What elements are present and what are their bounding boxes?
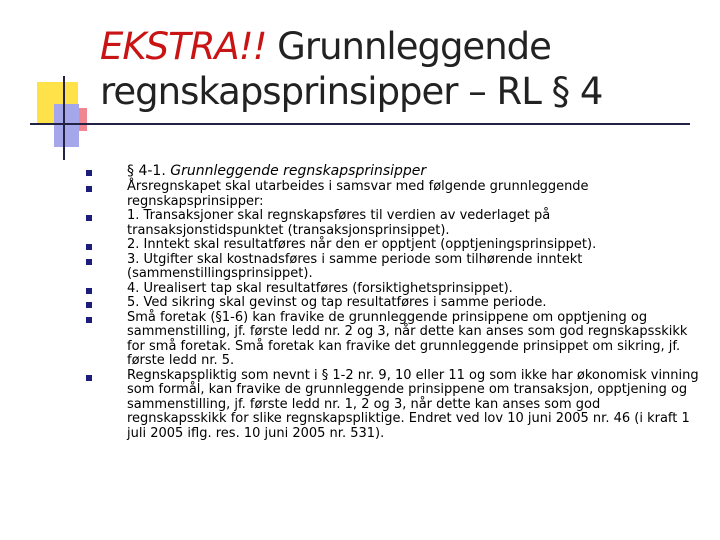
bullet-square-icon <box>86 288 92 294</box>
decor-blue-square <box>54 104 79 147</box>
bullet-square-icon <box>86 215 92 221</box>
bullet-square-icon <box>86 170 92 176</box>
list-item-text: Regnskapspliktig som nevnt i § 1-2 nr. 9, 10 eller 11 og som ikke har økonomisk vinning som formål, kan fravike de grunnleggende prinsippene om transaksjon, opptjening og sammenstilling, jf. første ledd nr. 1, 2 og 3, når dette kan anses som god regnskapsskikk for slike regnskapspliktige. Endret ved lov 10 juni 2005 nr. 46 (i kraft 1 juli 2005 iflg. res. 10 juni 2005 nr. 531). <box>127 367 699 441</box>
list-item <box>86 369 700 442</box>
list-item <box>86 209 700 238</box>
title-underline <box>30 123 690 125</box>
decor-vertical-line <box>63 76 65 160</box>
list-item-text: 4. Urealisert tap skal resultatføres (forsiktighetsprinsippet). <box>127 280 513 296</box>
bullet-square-icon <box>86 186 92 192</box>
list-item-text: 3. Utgifter skal kostnadsføres i samme periode som tilhørende inntekt (sammenstillingsprinsippet). <box>127 251 583 281</box>
list-item-text: 2. Inntekt skal resultatføres når den er opptjent (opptjeningsprinsippet). <box>127 237 597 252</box>
title-main: Grunnleggende regnskapsprinsipper – RL § 4 <box>100 25 603 113</box>
list-item <box>86 311 700 369</box>
heading-prefix: § 4-1. <box>127 163 171 179</box>
list-item <box>86 180 700 209</box>
list-item <box>86 238 700 253</box>
list-item-text: 5. Ved sikring skal gevinst og tap resultatføres i samme periode. <box>127 295 547 310</box>
bullet-square-icon <box>86 317 92 323</box>
bullet-square-icon <box>86 375 92 381</box>
list-item <box>86 282 700 297</box>
list-item-text: 1. Transaksjoner skal regnskapsføres til verdien av vederlaget på transaksjonstidspunktet (transaksjonsprinsippet). <box>127 208 551 238</box>
list-item-text: Årsregnskapet skal utarbeides i samsvar med følgende grunnleggende regnskapsprinsipper: <box>127 179 589 209</box>
slide-title <box>100 24 700 114</box>
list-item-text: Små foretak (§1-6) kan fravike de grunnleggende prinsippene om opptjening og sammenstilling, jf. første ledd nr. 2 og 3, når dette kan anses som god regnskapsskikk for små foretak. Små foretak kan fravike det grunnleggende prinsippet om sikring, jf. første ledd nr. 5. <box>127 309 688 368</box>
title-accent: EKSTRA!! <box>100 25 267 68</box>
bullet-square-icon <box>86 259 92 265</box>
bullet-square-icon <box>86 302 92 308</box>
bullet-square-icon <box>86 244 92 250</box>
bullet-list <box>86 162 700 441</box>
heading-italic: Grunnleggende regnskapsprinsipper <box>170 163 427 179</box>
list-item <box>86 253 700 282</box>
list-item-heading <box>86 162 700 180</box>
list-item <box>86 296 700 311</box>
